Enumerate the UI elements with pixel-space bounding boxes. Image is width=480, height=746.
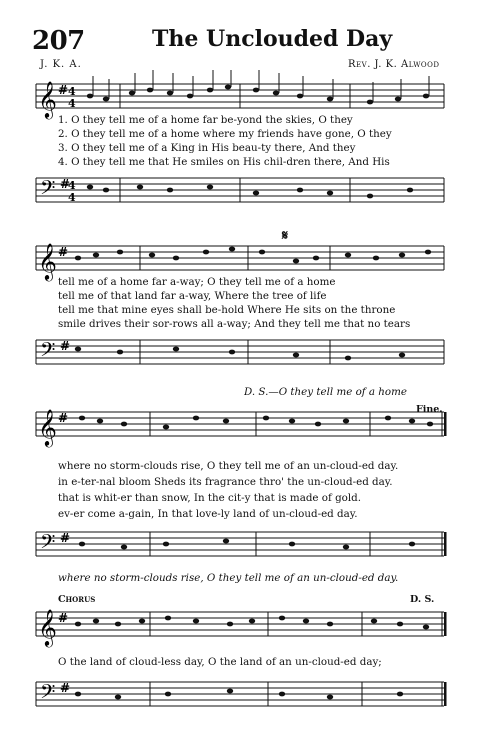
lyric-line: ev-er come a-gain, In that love-ly land of un-cloud-ed day. <box>58 508 358 520</box>
ds-lyric-line: D. S.—O they tell me of a home <box>244 386 407 398</box>
lyric-line: where no storm-clouds rise, O they tell me of an un-cloud-ed day. <box>58 460 399 472</box>
svg-text:4: 4 <box>68 97 76 110</box>
svg-text:4: 4 <box>68 179 76 192</box>
lyric-line: 2. O they tell me of a home where my friends have gone, O they <box>58 128 392 140</box>
svg-text:4: 4 <box>68 85 76 98</box>
svg-text:#: # <box>60 681 71 695</box>
lyric-line: tell me that mine eyes shall be-hold Where He sits on the throne <box>58 304 396 316</box>
hymn-title: The Unclouded Day <box>152 26 393 52</box>
lyric-line: tell me of a home far a-way; O they tell me of a home <box>58 276 336 288</box>
svg-text:𝄢: 𝄢 <box>40 338 56 366</box>
chorus-lyric-line: O the land of cloud-less day, O the land of an un-cloud-ed day; <box>58 656 382 668</box>
svg-text:𝄢: 𝄢 <box>40 530 56 558</box>
lyric-line: smile drives their sor-rows all a-way; And they tell me that no tears <box>58 318 411 330</box>
svg-text:𝄞: 𝄞 <box>38 80 57 118</box>
bass-staff-system-1 <box>0 168 480 218</box>
svg-text:#: # <box>58 611 69 625</box>
chorus-mark: Chorus <box>58 594 96 605</box>
ds-lyric-line: where no storm-clouds rise, O they tell me of an un-cloud-ed day. <box>58 572 399 584</box>
svg-text:𝄞: 𝄞 <box>38 242 57 280</box>
bass-staff-system-4 <box>0 672 480 720</box>
svg-text:𝄢: 𝄢 <box>40 680 56 708</box>
lyric-line: that is whit-er than snow, In the cit-y that is made of gold. <box>58 492 362 504</box>
treble-staff-system-4 <box>0 600 480 656</box>
svg-text:#: # <box>60 531 71 545</box>
svg-text:4: 4 <box>68 191 76 204</box>
svg-text:𝄞: 𝄞 <box>38 408 57 446</box>
svg-text:#: # <box>60 177 71 191</box>
segno-mark: 𝄋 <box>282 228 289 244</box>
lyric-line: in e-ter-nal bloom Sheds its fragrance thro' the un-cloud-ed day. <box>58 476 393 488</box>
author-credit: Rev. J. K. Alwood <box>348 59 440 70</box>
svg-text:𝄞: 𝄞 <box>38 608 57 646</box>
lyric-line: 4. O they tell me that He smiles on His chil-dren there, And His <box>58 156 390 168</box>
treble-staff-system-3 <box>0 398 480 464</box>
lyric-line: tell me of that land far a-way, Where the tree of life <box>58 290 327 302</box>
svg-text:#: # <box>60 339 71 353</box>
lyric-line: 1. O they tell me of a home far be-yond the skies, O they <box>58 114 353 126</box>
ds-mark: D. S. <box>410 594 435 605</box>
lyric-line: 3. O they tell me of a King in His beau-ty there, And they <box>58 142 356 154</box>
bass-staff-system-2 <box>0 330 480 380</box>
composer-credit: J. K. A. <box>40 59 82 70</box>
svg-text:#: # <box>58 411 69 425</box>
bass-staff-system-3 <box>0 522 480 570</box>
svg-text:#: # <box>58 83 69 97</box>
fine-mark: Fine. <box>416 404 443 415</box>
svg-text:#: # <box>58 245 69 259</box>
hymn-number: 207 <box>32 26 85 56</box>
svg-text:𝄢: 𝄢 <box>40 176 56 204</box>
